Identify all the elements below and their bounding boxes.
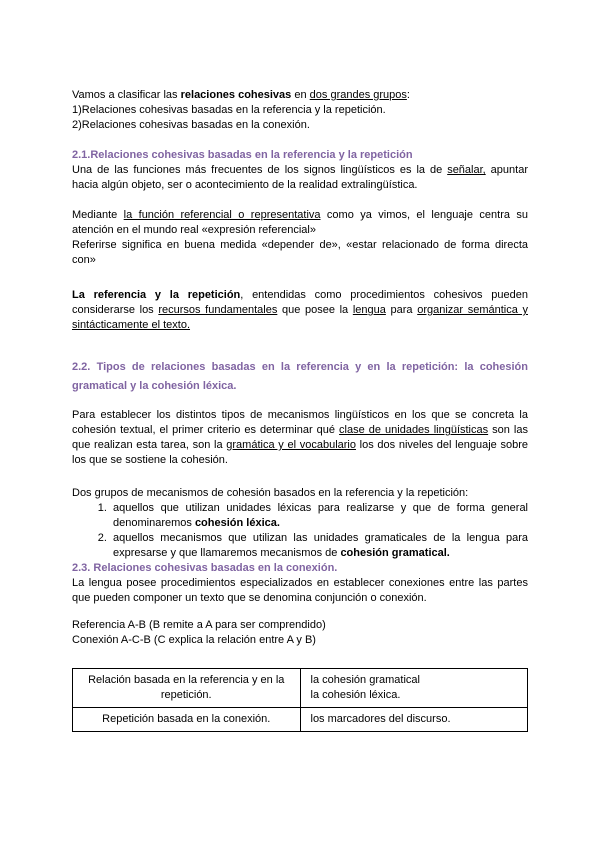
section-2-2-paragraph-2: Dos grupos de mecanismos de cohesión basados en la referencia y la repetición: [72, 487, 469, 499]
mechanisms-list [72, 501, 528, 561]
p4-text-2: que posee la [277, 304, 353, 316]
table-cell-left-2: Repetición basada en la conexión. [73, 708, 301, 732]
group-item-2: 2)Relaciones cohesivas basadas en la conexión. [72, 119, 310, 131]
table-cell-right-1 [300, 669, 528, 708]
p4-underline-1: recursos fundamentales [158, 304, 278, 316]
table-row [73, 669, 528, 708]
p2-underline-1: la función referencial o representativa [123, 209, 321, 221]
li2-text: aquellos mecanismos que utilizan las unidades gramaticales de la lengua para expresarse y que llamaremos mecanismos de [113, 532, 528, 559]
section-2-1-paragraph-3: Referirse significa en buena medida «depender de», «estar relacionado de forma directa con» [72, 239, 528, 266]
p4-bold-1: La referencia y la repetición [72, 289, 241, 301]
group-item-1: 1)Relaciones cohesivas basadas en la referencia y la repetición. [72, 104, 386, 116]
table-cell-left-1: Relación basada en la referencia y en la repetición. [73, 669, 301, 708]
p1-underline-1: señalar, [447, 164, 486, 176]
s22-p1-underline-2: gramática y el vocabulario [226, 439, 356, 451]
li2-bold: cohesión gramatical. [340, 547, 450, 559]
section-2-3-heading: 2.3. Relaciones cohesivas basadas en la conexión. [72, 562, 338, 574]
s22-p1-underline-1: clase de unidades lingüísticas [339, 424, 489, 436]
table-row [73, 708, 528, 732]
p4-underline-2: lengua [352, 304, 386, 316]
right-1-line-1: la cohesión gramatical [310, 674, 420, 686]
section-2-1-paragraph-4 [72, 288, 528, 333]
referencia-line: Referencia A-B (B remite a A para ser comprendido) [72, 619, 326, 631]
p1-text-2: apuntar hacia algún objeto, ser o acontecimiento de la realidad extralingüística. [72, 164, 528, 191]
intro-underlined-phrase: dos grandes grupos [309, 89, 407, 101]
p4-underline-3: organizar semántica y sintácticamente el texto. [72, 304, 528, 331]
p1-text-1: Una de las funciones más frecuentes de los signos lingüísticos es la de [72, 164, 448, 176]
s22-p1-text-1: Para establecer los distintos tipos de mecanismos lingüísticos en los que se concreta la cohesión textual, el primer criterio es determinar qué [72, 409, 528, 436]
section-2-2-paragraph-1 [72, 408, 528, 468]
p2-text-1: Mediante [72, 209, 124, 221]
intro-text-1: Vamos a clasificar las [72, 89, 181, 101]
intro-text-3: : [406, 89, 410, 101]
intro-bold-phrase: relaciones cohesivas [180, 89, 292, 101]
section-2-1-paragraph-1 [72, 163, 528, 193]
p2-text-2: como ya vimos, el lenguaje centra su atención en el mundo real «expresión referencial» [72, 209, 528, 236]
mechanisms-list-item-1 [110, 501, 528, 531]
section-2-3-paragraph-1: La lengua posee procedimientos especializados en establecer conexiones entre las partes que pueden componer un texto que se denomina conjunción o conexión. [72, 577, 528, 604]
table-cell-right-2: los marcadores del discurso. [300, 708, 528, 732]
li1-bold: cohesión léxica. [194, 517, 280, 529]
s22-p1-text-2: son las que realizan esta tarea, son la [72, 424, 528, 451]
section-2-2-heading: 2.2. Tipos de relaciones basadas en la referencia y en la repetición: la cohesión gramatical y la cohesión léxica. [72, 361, 528, 392]
intro-text-2: en [291, 89, 310, 101]
mechanisms-list-item-2 [110, 531, 528, 561]
section-2-1-paragraph-2 [72, 208, 528, 238]
summary-table [72, 668, 528, 732]
conexion-line: Conexión A-C-B (C explica la relación entre A y B) [72, 634, 316, 646]
intro-paragraph [72, 88, 528, 103]
s22-p1-text-3: los dos niveles del lenguaje sobre los que se sostiene la cohesión. [72, 439, 528, 466]
right-1-line-2: la cohesión léxica. [310, 689, 401, 701]
section-2-1-heading: 2.1.Relaciones cohesivas basadas en la referencia y la repetición [72, 149, 413, 161]
p4-text-3: para [385, 304, 418, 316]
p4-text-1: , entendidas como procedimientos cohesivos pueden considerarse los [72, 289, 528, 316]
li1-text: aquellos que utilizan unidades léxicas para realizarse y que de forma general denominaremos [113, 502, 528, 529]
